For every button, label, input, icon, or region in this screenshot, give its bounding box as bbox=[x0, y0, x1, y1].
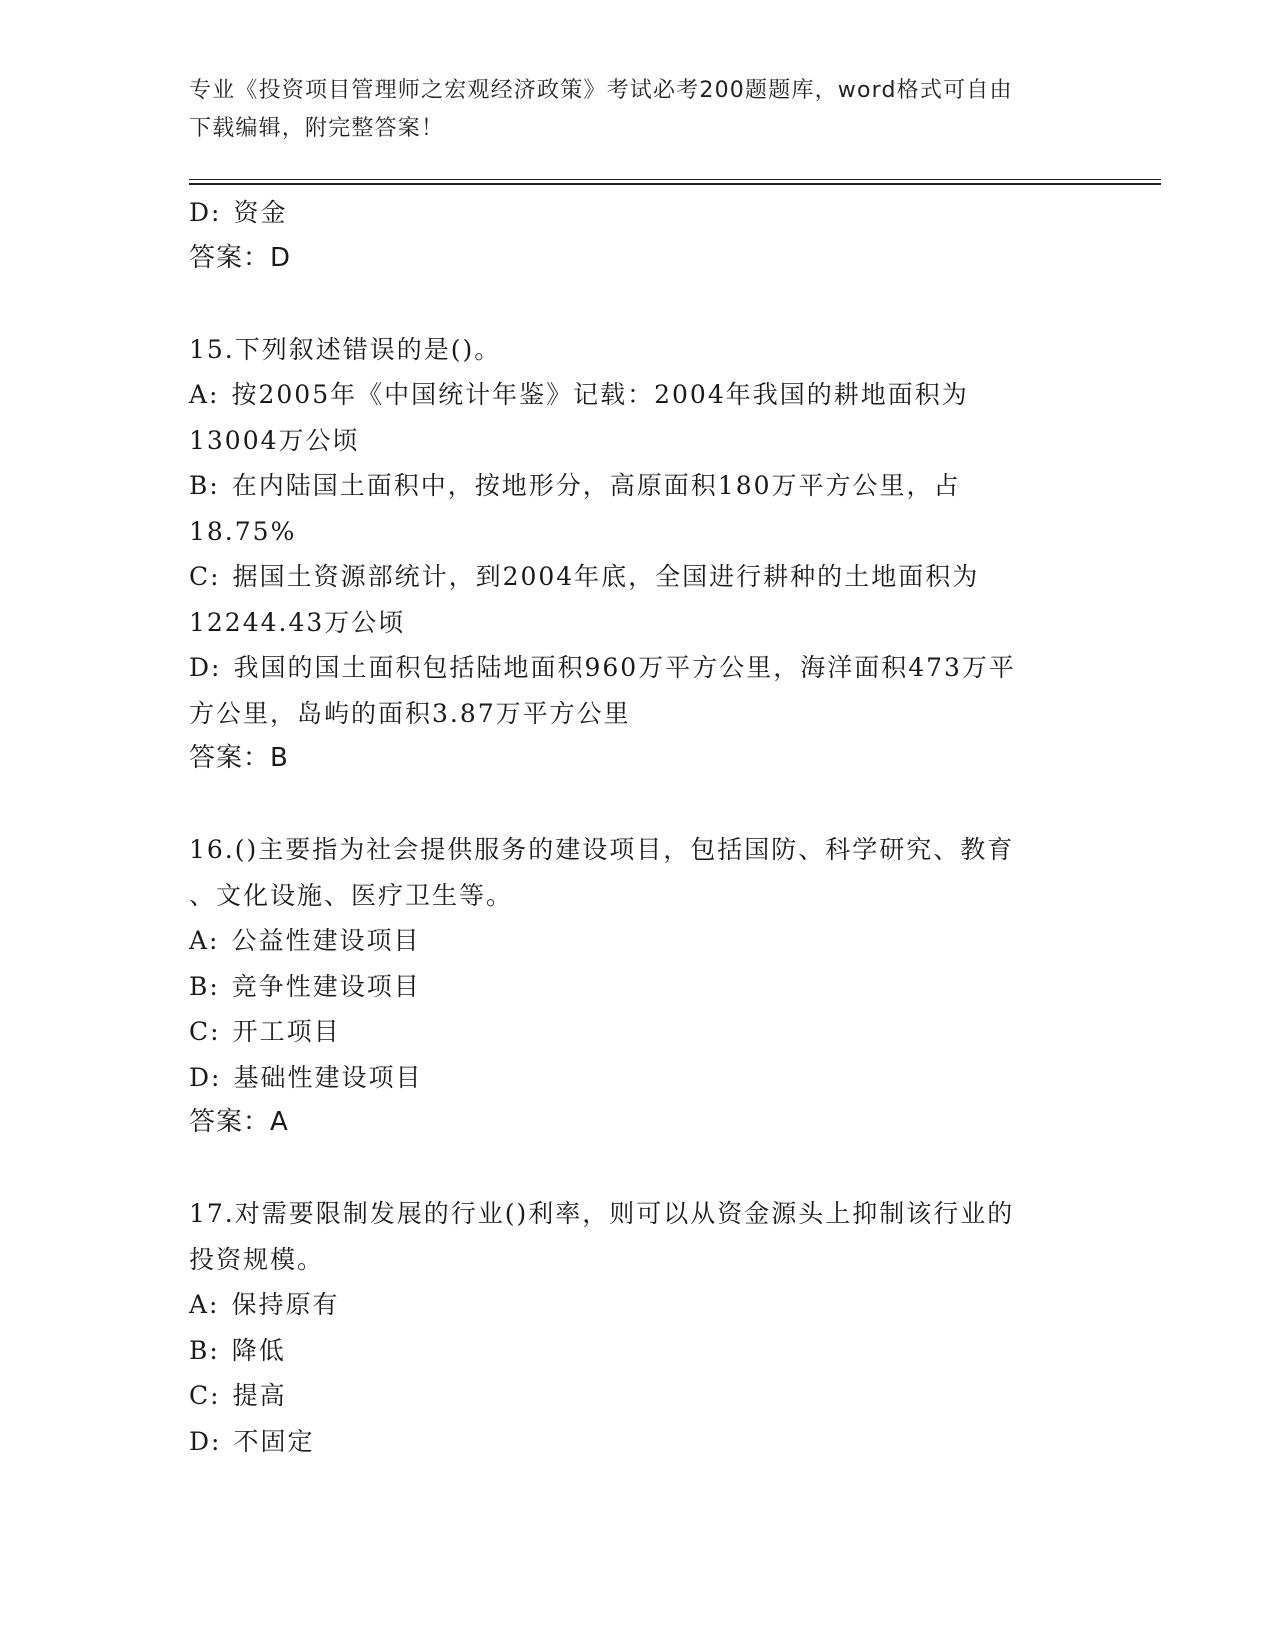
option-text: 提高 bbox=[232, 1381, 287, 1410]
option-d-fragment bbox=[189, 190, 1089, 236]
question-17 bbox=[189, 1191, 1089, 1464]
question-stem: 15.下列叙述错误的是()。 bbox=[189, 334, 502, 364]
option-text: 我国的国土面积包括陆地面积960万平方公里，海洋面积473万平 bbox=[233, 653, 1016, 682]
option-text: 开工项目 bbox=[232, 1017, 341, 1046]
option-label: C: bbox=[189, 562, 221, 591]
option-b-continued: 18.75% bbox=[189, 516, 297, 546]
option-label: A: bbox=[189, 926, 220, 955]
option-b bbox=[189, 463, 1089, 509]
question-16 bbox=[189, 827, 1089, 1146]
option-text: 在内陆国土面积中，按地形分，高原面积180万平方公里，占 bbox=[231, 471, 961, 500]
option-text: 竞争性建设项目 bbox=[231, 971, 421, 1001]
option-text: 降低 bbox=[231, 1335, 286, 1365]
option-a bbox=[189, 1282, 1089, 1328]
question-stem-continued: 、文化设施、医疗卫生等。 bbox=[189, 880, 514, 910]
question-stem: 16.()主要指为社会提供服务的建设项目，包括国防、科学研究、教育 bbox=[189, 835, 1015, 864]
answer: 答案：A bbox=[189, 1107, 289, 1137]
option-d-continued: 方公里，岛屿的面积3.87万平方公里 bbox=[189, 698, 631, 728]
answer: 答案：B bbox=[189, 743, 289, 773]
option-text: 据国土资源部统计，到2004年底，全国进行耕种的土地面积为 bbox=[232, 562, 980, 591]
option-label: D: bbox=[189, 1426, 222, 1456]
option-label: B: bbox=[189, 471, 220, 500]
header-line-2: 下载编辑，附完整答案！ bbox=[189, 116, 445, 141]
spacer bbox=[189, 782, 1089, 828]
option-text: 保持原有 bbox=[231, 1290, 340, 1319]
question-list bbox=[189, 190, 1089, 1464]
option-d bbox=[189, 1055, 1089, 1101]
document-header bbox=[189, 72, 1089, 148]
spacer bbox=[189, 281, 1089, 327]
option-label: B: bbox=[189, 1335, 220, 1365]
option-a bbox=[189, 918, 1089, 964]
option-label: B: bbox=[189, 971, 220, 1001]
option-label: D: bbox=[189, 1062, 222, 1092]
option-text: 资金 bbox=[233, 198, 288, 227]
question-stem: 17.对需要限制发展的行业()利率，则可以从资金源头上抑制该行业的 bbox=[189, 1199, 1015, 1228]
option-a bbox=[189, 372, 1089, 418]
option-d bbox=[189, 1419, 1089, 1465]
header-line-1: 专业《投资项目管理师之宏观经济政策》考试必考200题题库，word格式可自由 bbox=[189, 78, 1013, 103]
option-b bbox=[189, 964, 1089, 1010]
header-divider-thick bbox=[189, 183, 1161, 185]
answer-fragment: 答案：D bbox=[189, 242, 292, 273]
option-label: D: bbox=[189, 198, 222, 227]
option-label: C: bbox=[189, 1381, 221, 1410]
option-c bbox=[189, 1009, 1089, 1055]
option-text: 按2005年《中国统计年鉴》记载：2004年我国的耕地面积为 bbox=[231, 380, 969, 409]
question-15 bbox=[189, 327, 1089, 782]
option-label: A: bbox=[189, 1290, 220, 1319]
option-c bbox=[189, 554, 1089, 600]
option-label: C: bbox=[189, 1017, 221, 1046]
option-text: 不固定 bbox=[233, 1426, 315, 1456]
spacer bbox=[189, 1146, 1089, 1192]
option-d bbox=[189, 645, 1089, 691]
question-stem-continued: 投资规模。 bbox=[189, 1244, 325, 1274]
option-text: 基础性建设项目 bbox=[233, 1062, 423, 1092]
header-divider-thin bbox=[189, 179, 1161, 180]
option-a-continued: 13004万公顷 bbox=[189, 425, 360, 455]
option-label: A: bbox=[189, 380, 220, 409]
option-text: 公益性建设项目 bbox=[231, 926, 421, 955]
option-c bbox=[189, 1373, 1089, 1419]
option-b bbox=[189, 1328, 1089, 1374]
option-label: D: bbox=[189, 653, 222, 682]
option-c-continued: 12244.43万公顷 bbox=[189, 607, 406, 637]
